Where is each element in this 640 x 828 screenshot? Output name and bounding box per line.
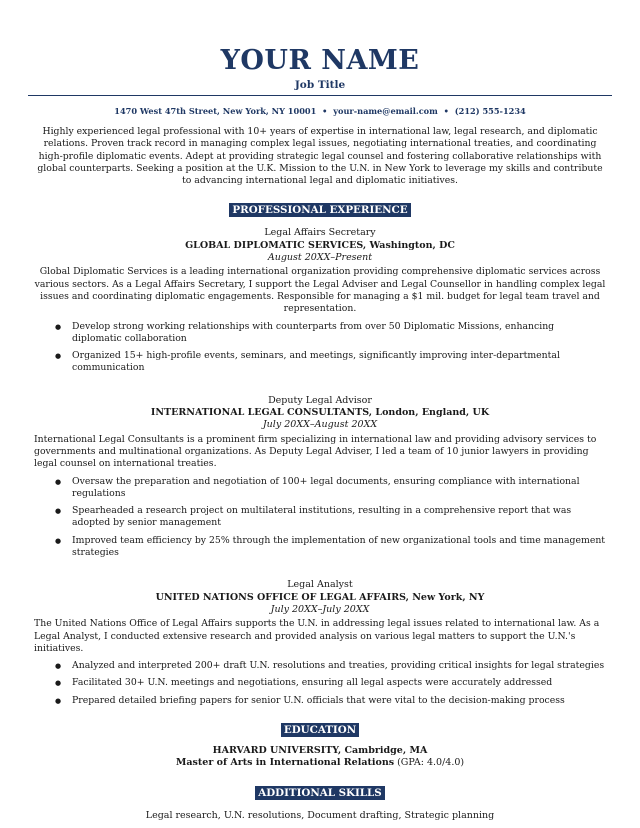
job-company: INTERNATIONAL LEGAL CONSULTANTS, London, England, UK bbox=[150, 407, 490, 419]
contact-phone: (212) 555-1234 bbox=[454, 106, 526, 116]
education-heading-label: EDUCATION bbox=[281, 723, 359, 737]
job-bullets bbox=[34, 476, 606, 560]
education-degree: Master of Arts in International Relations bbox=[175, 757, 395, 769]
job-role: Legal Analyst bbox=[287, 579, 353, 591]
job-bullets bbox=[34, 660, 606, 707]
experience-heading bbox=[34, 201, 606, 217]
experience-heading-label: PROFESSIONAL EXPERIENCE bbox=[229, 203, 410, 217]
job-title: Job Title bbox=[294, 79, 346, 91]
job-description: The United Nations Office of Legal Affairs supports the U.N. in addressing legal issues related to international law. As a Legal Analyst, I conducted extensive research and provided analysis on various legal matters to support the U.N.'s initiatives. bbox=[34, 618, 600, 654]
bullet-item: ● Facilitated 30+ U.N. meetings and negotiations, ensuring all legal aspects were accurately addressed bbox=[34, 677, 606, 689]
contact-separator: • bbox=[443, 106, 449, 116]
job-bullets bbox=[34, 321, 606, 375]
job-dates: August 20XX–Present bbox=[267, 252, 373, 264]
skills-list: Legal research, U.N. resolutions, Document drafting, Strategic planning bbox=[145, 809, 495, 821]
job-description: Global Diplomatic Services is a leading international organization providing comprehensive diplomatic services across various sectors. As a Legal Affairs Secretary, I support the Legal Adviser and Legal Counsellor in handling complex legal issues and coordinating diplomatic engagements. Responsible for managing a $1 mil. budget for legal team travel and representation. bbox=[34, 266, 606, 315]
job-entry bbox=[34, 395, 606, 560]
bullet-item: ● Develop strong working relationships with counterparts from over 50 Diplomatic Missions, enhancing diplomatic collaboration bbox=[34, 321, 606, 346]
education-degree-line bbox=[34, 757, 606, 769]
education-school: HARVARD UNIVERSITY, Cambridge, MA bbox=[212, 744, 428, 756]
bullet-item: ● Analyzed and interpreted 200+ draft U.N. resolutions and treaties, providing critical insights for legal strategies bbox=[34, 660, 606, 672]
header-divider bbox=[28, 95, 612, 96]
bullet-item: ● Improved team efficiency by 25% through the implementation of new organizational tools and time management strategies bbox=[34, 535, 606, 560]
skills-heading-label: ADDITIONAL SKILLS bbox=[255, 786, 384, 800]
bullet-item: ● Oversaw the preparation and negotiation of 100+ legal documents, ensuring compliance with international regulations bbox=[34, 476, 606, 501]
contact-separator: • bbox=[322, 106, 328, 116]
skills-heading bbox=[34, 784, 606, 800]
job-role: Legal Affairs Secretary bbox=[264, 227, 376, 239]
job-dates: July 20XX–August 20XX bbox=[262, 419, 378, 431]
job-role: Deputy Legal Advisor bbox=[268, 394, 372, 406]
bullet-item: ● Spearheaded a research project on multilateral institutions, resulting in a comprehensive report that was adopted by senior management bbox=[34, 505, 606, 530]
contact-address: 1470 West 47th Street, New York, NY 10001 bbox=[114, 106, 317, 116]
bullet-item: ● Organized 15+ high-profile events, seminars, and meetings, significantly improving inter-departmental communication bbox=[34, 350, 606, 375]
candidate-name: YOUR NAME bbox=[220, 45, 420, 76]
job-dates: July 20XX–July 20XX bbox=[270, 603, 370, 615]
job-company: UNITED NATIONS OFFICE OF LEGAL AFFAIRS, New York, NY bbox=[155, 591, 485, 603]
job-description: International Legal Consultants is a prominent firm specializing in international law and providing advisory services to governments and multinational organizations. As Deputy Legal Adviser, I led a team of 10 junior lawyers in providing legal counsel on international treaties. bbox=[34, 433, 597, 470]
bullet-item: ● Prepared detailed briefing papers for senior U.N. officials that were vital to the decision-making process bbox=[34, 695, 606, 707]
contact-email[interactable]: your-name@email.com bbox=[333, 106, 438, 116]
education-gpa: (GPA: 4.0/4.0) bbox=[394, 757, 465, 769]
professional-summary: Highly experienced legal professional with 10+ years of expertise in international law, legal research, and diplomatic relations. Proven track record in managing complex legal issues, negotiating international treaties, and coordinating high-profile diplomatic events. Adept at providing strategic legal counsel and fostering collaborative relationships with global counterparts. Seeking a position at the U.K. Mission to the U.N. in New York to leverage my skills and contribute to advancing international legal and diplomatic initiatives. bbox=[37, 126, 603, 187]
education-heading bbox=[34, 721, 606, 737]
job-company: GLOBAL DIPLOMATIC SERVICES, Washington, DC bbox=[185, 239, 455, 251]
job-entry bbox=[34, 227, 606, 374]
job-entry bbox=[34, 579, 606, 707]
contact-line bbox=[34, 105, 606, 117]
